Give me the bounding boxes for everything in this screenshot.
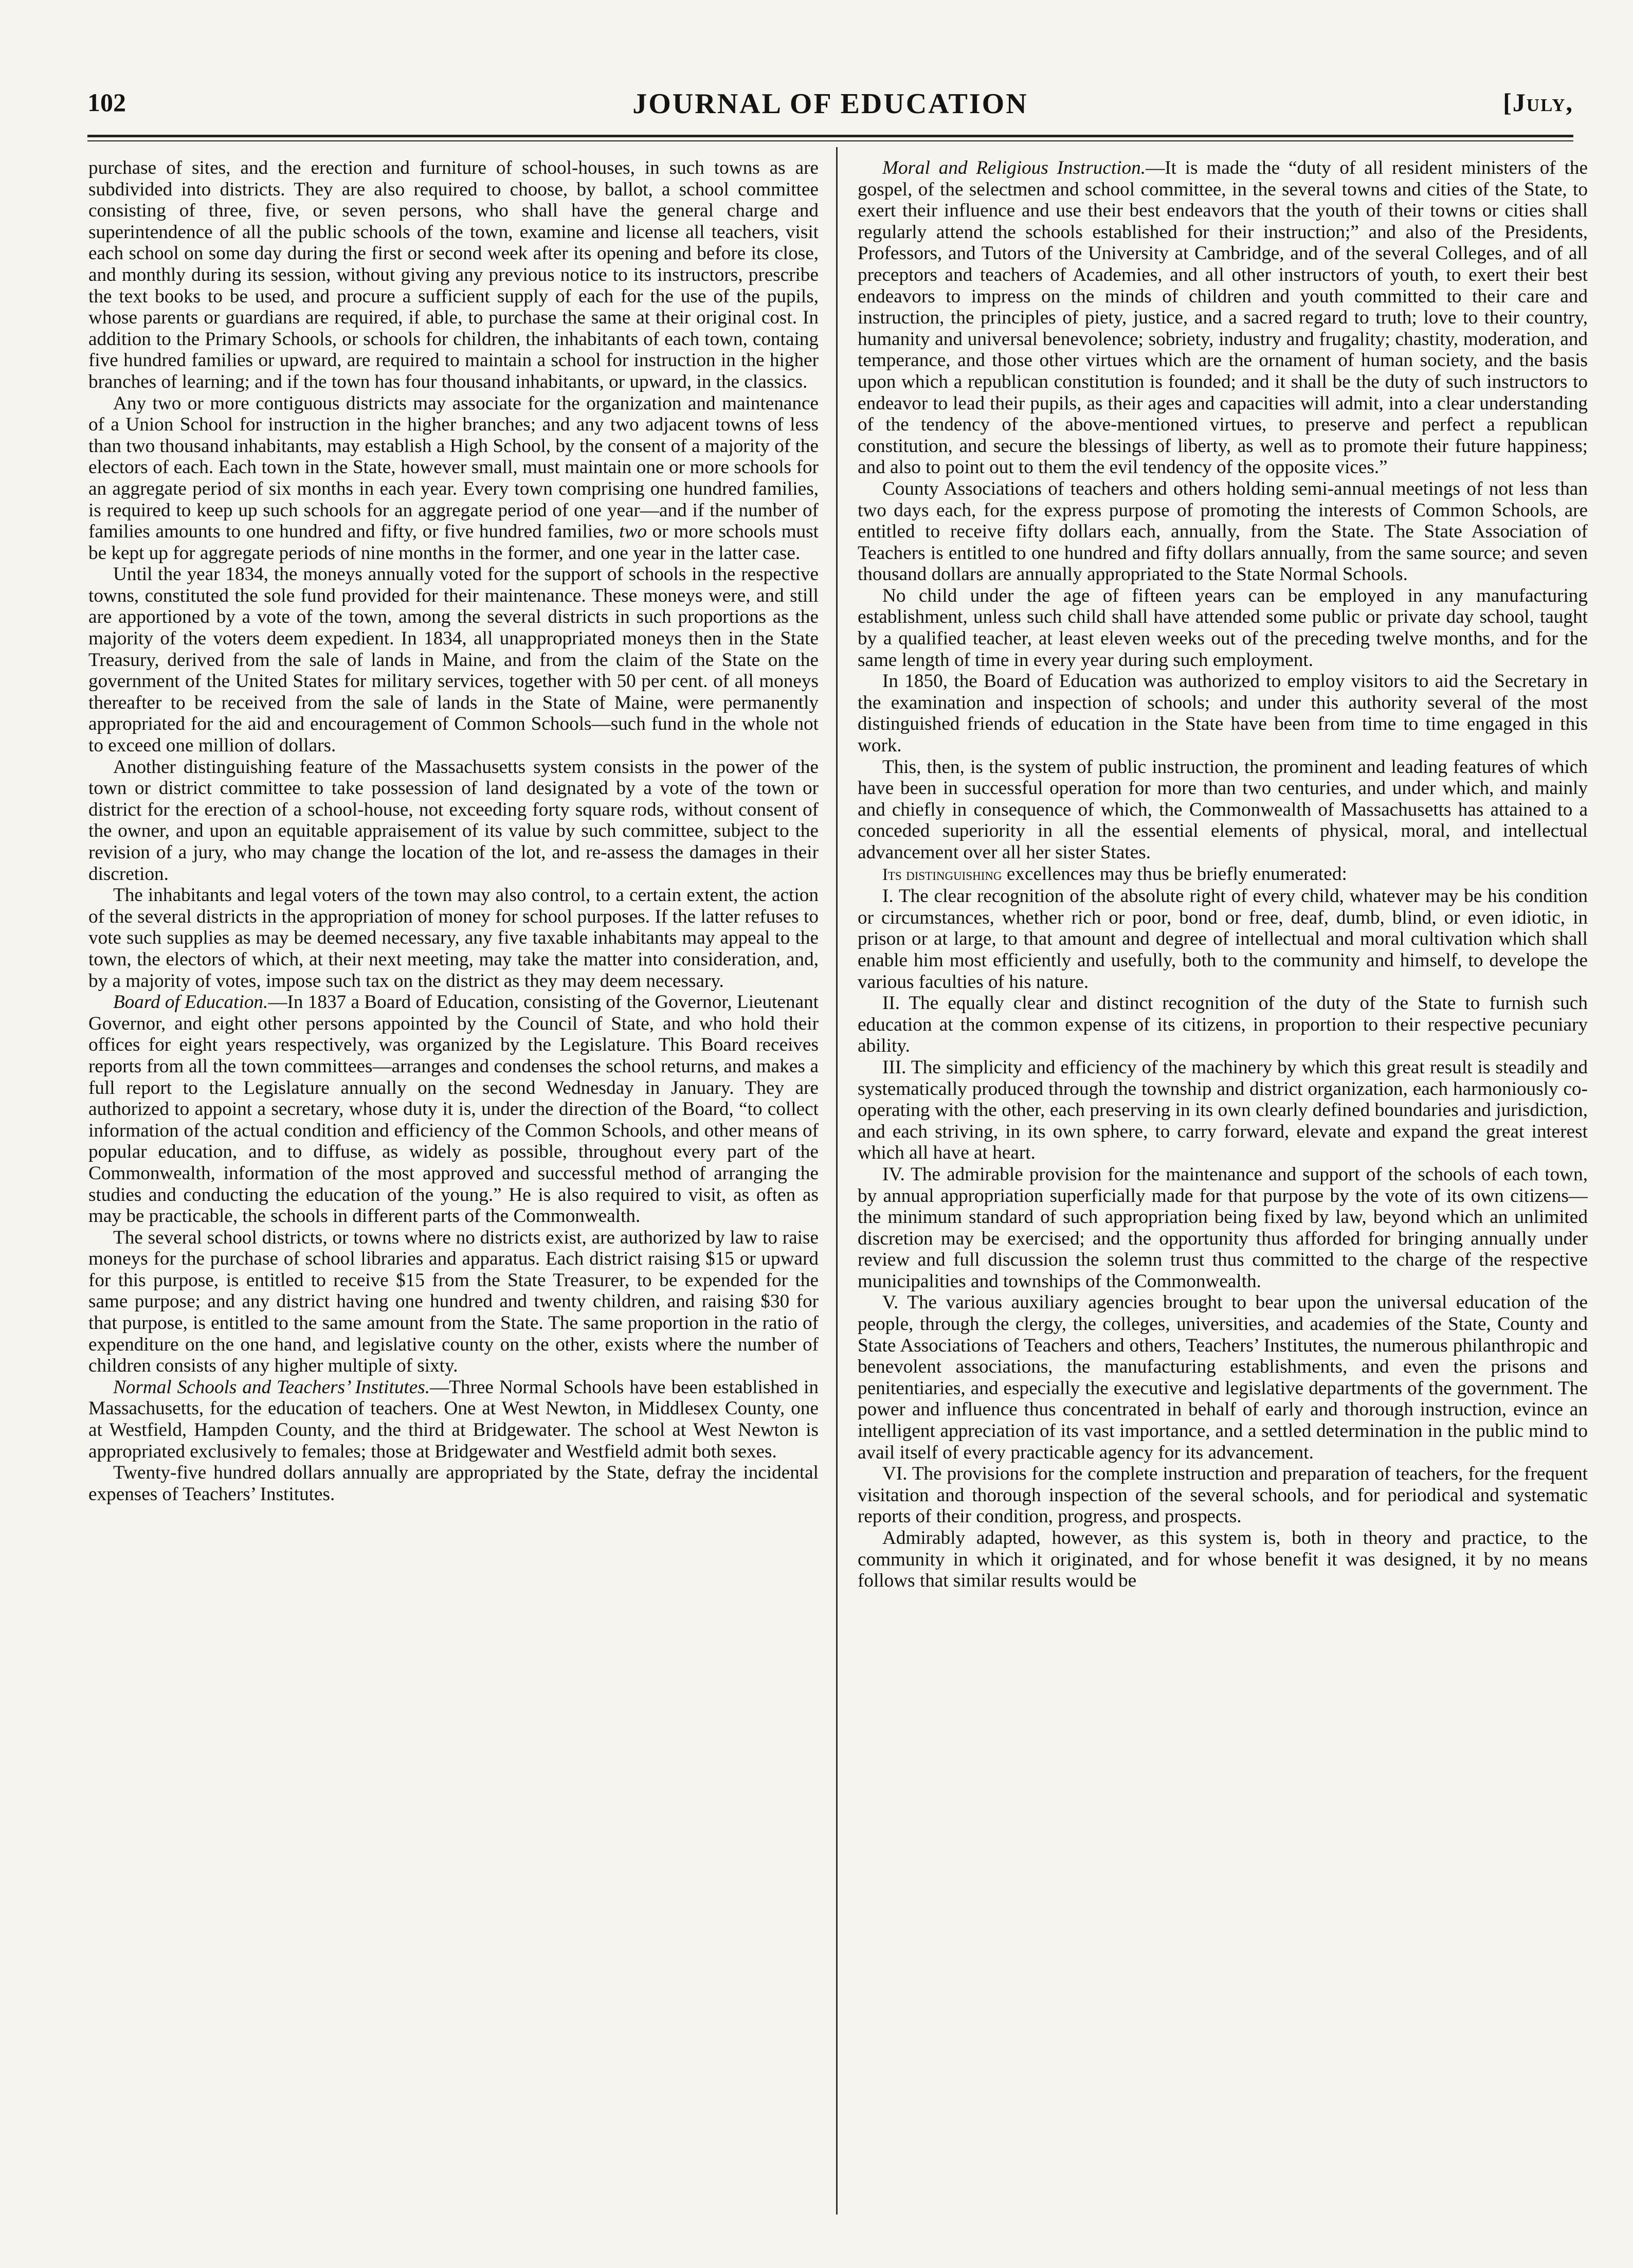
paragraph: No child under the age of fifteen years can be employed in any manufacturing establishment, unless such child shall have attended some public or private day school, taught by a qualified teacher, at least eleven weeks out of the preceding twelve months, and for the same length of time in every year during such employment. bbox=[858, 585, 1588, 671]
paragraph: Another distinguishing feature of the Massachusetts system consists in the power of the town or district committee to take possession of land designated by a vote of the town or district for the erection of a school-house, not exceeding forty square rods, without consent of the owner, and upon an equitable appraisement of its value by such committee, subject to the revision of a jury, who may change the location of the lot, and re-assess the damages in their discretion. bbox=[88, 756, 819, 885]
header-date: [July, bbox=[1503, 88, 1573, 117]
paragraph bbox=[88, 393, 819, 564]
paragraph: II. The equally clear and distinct recognition of the duty of the State to furnish such education at the common expense of its citizens, in proportion to their respective pecuniary ability. bbox=[858, 993, 1588, 1057]
paragraph-text: excellences may thus be briefly enumerated: bbox=[1006, 863, 1347, 885]
paragraph: III. The simplicity and efficiency of the machinery by which this great result is steadily and systematically produced through the township and district organization, each harmoniously co-operating with the other, each preserving in its own clearly defined boundaries and jurisdiction, and each striving, in its own sphere, to carry forward, elevate and expand the great interest which all have at heart. bbox=[858, 1056, 1588, 1164]
paragraph bbox=[858, 863, 1588, 886]
page-number: 102 bbox=[87, 88, 126, 117]
paragraph: VI. The provisions for the complete instruction and preparation of teachers, for the frequent visitation and thorough inspection of the several schools, and for periodical and systematic reports of their condition, progress, and prospects. bbox=[858, 1463, 1588, 1527]
section-heading: Moral and Religious Instruction. bbox=[882, 157, 1146, 178]
small-caps-lead: Its distinguishing bbox=[882, 865, 1002, 884]
paragraph bbox=[858, 157, 1588, 478]
paragraph: This, then, is the system of public instruction, the prominent and leading features of which have been in successful operation for more than two centuries, and under which, and mainly and chiefly in consequence of which, the Commonwealth of Massachusetts has attained to a conceded superiority in all the essential elements of physical, moral, and intellectual advancement over all her sister States. bbox=[858, 756, 1588, 863]
emphasis: two bbox=[619, 521, 647, 543]
column-divider bbox=[836, 147, 838, 2215]
paragraph: The several school districts, or towns where no districts exist, are authorized by law to raise moneys for the purchase of school libraries and apparatus. Each district raising $15 or upward for this purpose, is entitled to receive $15 from the State Treasurer, to be expended for the same purpose; and any district having one hundred and twenty children, and raising $30 for that purpose, is entitled to the same amount from the State. The same proportion in the ratio of expenditure on the one hand, and legislative county on the other, exists where the number of children consists of any higher multiple of sixty. bbox=[88, 1227, 819, 1377]
paragraph: County Associations of teachers and others holding semi-annual meetings of not less than two days each, for the express purpose of promoting the interests of Common Schools, are entitled to receive fifty dollars each, annually, from the State. The State Association of Teachers is entitled to one hundred and fifty dollars annually, from the same source; and seven thousand dollars are annually appropriated to the State Normal Schools. bbox=[858, 478, 1588, 585]
paragraph: Twenty-five hundred dollars annually are appropriated by the State, defray the incidental expenses of Teachers’ Institutes. bbox=[88, 1462, 819, 1505]
right-column bbox=[858, 157, 1588, 2220]
paragraph bbox=[88, 1377, 819, 1462]
paragraph: Admirably adapted, however, as this system is, both in theory and practice, to the community in which it originated, and for whose benefit it was designed, it by no means follows that similar results would be bbox=[858, 1527, 1588, 1592]
paragraph: I. The clear recognition of the absolute right of every child, whatever may be his condition or circumstances, whether rich or poor, bond or free, deaf, dumb, blind, or even idiotic, in prison or at large, to that amount and degree of intellectual and moral cultivation which shall enable him most efficiently and usefully, both to the community and himself, to develope the various faculties of his nature. bbox=[858, 886, 1588, 993]
section-heading: Board of Education. bbox=[113, 992, 268, 1013]
paragraph-text: —It is made the “duty of all resident ministers of the gospel, of the selectmen and school committee, in the several towns and cities of the State, to exert their influence and use their best endeavors that the youth of their towns or cities shall regularly attend the schools established for their instruction;” and also of the Presidents, Professors, and Tutors of the University at Cambridge, and of the several Colleges, and of all preceptors and teachers of Academies, and all other instructors of youth, to exert their best endeavors to impress on the minds of children and youth committed to their care and instruction, the principles of piety, justice, and a sacred regard to truth; love to their country, humanity and universal benevolence; sobriety, industry and frugality; chastity, moderation, and temperance, and those other virtues which are the ornament of human society, and the basis upon which a republican constitution is founded; and it shall be the duty of such instructors to endeavor to lead their pupils, as their ages and capacities will admit, into a clear understanding of the tendency of the above-mentioned virtues, to preserve and perfect a republican constitution, and secure the blessings of liberty, as well as to promote their future happiness; and also to point out to them the evil tendency of the opposite vices.” bbox=[858, 157, 1588, 478]
header-rule bbox=[87, 135, 1573, 141]
left-column bbox=[88, 157, 819, 2220]
journal-title: JOURNAL OF EDUCATION bbox=[632, 88, 1028, 120]
running-header bbox=[87, 81, 1573, 131]
paragraph-text: or more schools must be kept up for aggregate periods of nine months in the former, and one year in the latter case. bbox=[88, 521, 819, 564]
paragraph: The inhabitants and legal voters of the town may also control, to a certain extent, the action of the several districts in the appropriation of money for school purposes. If the latter refuses to vote such supplies as may be deemed necessary, any five taxable inhabitants may appeal to the town, the electors of which, at their next meeting, may take the matter into consideration, and, by a majority of votes, impose such tax on the district as they may deem necessary. bbox=[88, 885, 819, 992]
paragraph: purchase of sites, and the erection and furniture of school-houses, in such towns as are subdivided into districts. They are also required to choose, by ballot, a school committee consisting of three, five, or seven persons, who shall have the general charge and superintendence of all the public schools of the town, examine and license all teachers, visit each school on some day during the first or second week after its opening and before its close, and monthly during its session, without giving any previous notice to its instructors, prescribe the text books to be used, and procure a sufficient supply of each for the use of the pupils, whose parents or guardians are required, if able, to purchase the same at their original cost. In addition to the Primary Schools, or schools for children, the inhabitants of each town, containg five hundred families or upward, are required to maintain a school for instruction in the higher branches of learning; and if the town has four thousand inhabitants, or upward, in the classics. bbox=[88, 157, 819, 392]
paragraph-text: —Three Normal Schools have been established in Massachusetts, for the education of teachers. One at West Newton, in Middlesex County, one at Westfield, Hampden County, and the third at Bridgewater. The school at West Newton is appropriated exclusively to females; those at Bridgewater and Westfield admit both sexes. bbox=[88, 1376, 819, 1462]
section-heading: Normal Schools and Teachers’ Institutes. bbox=[113, 1376, 430, 1398]
paragraph: IV. The admirable provision for the maintenance and support of the schools of each town, by annual appropriation superficially made for that purpose by the vote of its own citizens—the minimum standard of such appropriation being fixed by law, beyond which an unlimited discretion may be exercised; and the opportunity thus afforded for bringing annually under review and full discussion the solemn trust thus committed to the charge of the respective municipalities and townships of the Commonwealth. bbox=[858, 1163, 1588, 1292]
paragraph-text: Any two or more contiguous districts may associate for the organization and maintenance of a Union School for instruction in the higher branches; and any two adjacent towns of less than two thousand inhabitants, may establish a High School, by the consent of a majority of the electors of each. Each town in the State, however small, must maintain one or more schools for an aggregate period of six months in each year. Every town comprising one hundred families, is required to keep up such schools for an aggregate period of one year—and if the number of families amounts to one hundred and fifty, or five hundred families, bbox=[88, 392, 819, 543]
paragraph bbox=[88, 992, 819, 1227]
paragraph-text: —In 1837 a Board of Education, consisting of the Governor, Lieutenant Governor, and eight other persons appointed by the Council of State, and who hold their offices for eight years respectively, was organized by the Legislature. This Board receives reports from all the town committees—arranges and condenses the school returns, and makes a full report to the Legislature annually on the second Wednesday in January. They are authorized to appoint a secretary, whose duty it is, under the direction of the Board, “to collect information of the actual condition and efficiency of the Common Schools, and other means of popular education, and to diffuse, as widely as possible, throughout every part of the Commonwealth, information of the most approved and successful method of arranging the studies and conducting the education of the young.” He is also required to visit, as often as may be practicable, the schools in different parts of the Commonwealth. bbox=[88, 992, 819, 1227]
paragraph: Until the year 1834, the moneys annually voted for the support of schools in the respective towns, constituted the sole fund provided for their maintenance. These moneys were, and still are apportioned by a vote of the town, among the several districts in such proportions as the majority of the voters deem expedient. In 1834, all unappropriated moneys then in the State Treasury, derived from the sale of lands in Maine, and from the claim of the State on the government of the United States for military services, together with 50 per cent. of all moneys thereafter to be received from the sale of lands in the State of Maine, were permanently appropriated for the aid and encouragement of Common Schools—such fund in the whole not to exceed one million of dollars. bbox=[88, 564, 819, 757]
paragraph: V. The various auxiliary agencies brought to bear upon the universal education of the people, through the clergy, the colleges, universities, and academies of the State, County and State Associations of Teachers and others, Teachers’ Institutes, the numerous philanthropic and benevolent associations, the manufacturing establishments, and even the prisons and penitentiaries, and especially the executive and legislative departments of the government. The power and influence thus concentrated in behalf of early and thorough instruction, evince an intelligent appreciation of its vast importance, and a settled determination in the public mind to avail itself of every practicable agency for its advancement. bbox=[858, 1292, 1588, 1463]
paragraph: In 1850, the Board of Education was authorized to employ visitors to aid the Secretary in the examination and inspection of schools; and under this authority several of the most distinguished friends of education in the State have been from time to time engaged in this work. bbox=[858, 671, 1588, 757]
